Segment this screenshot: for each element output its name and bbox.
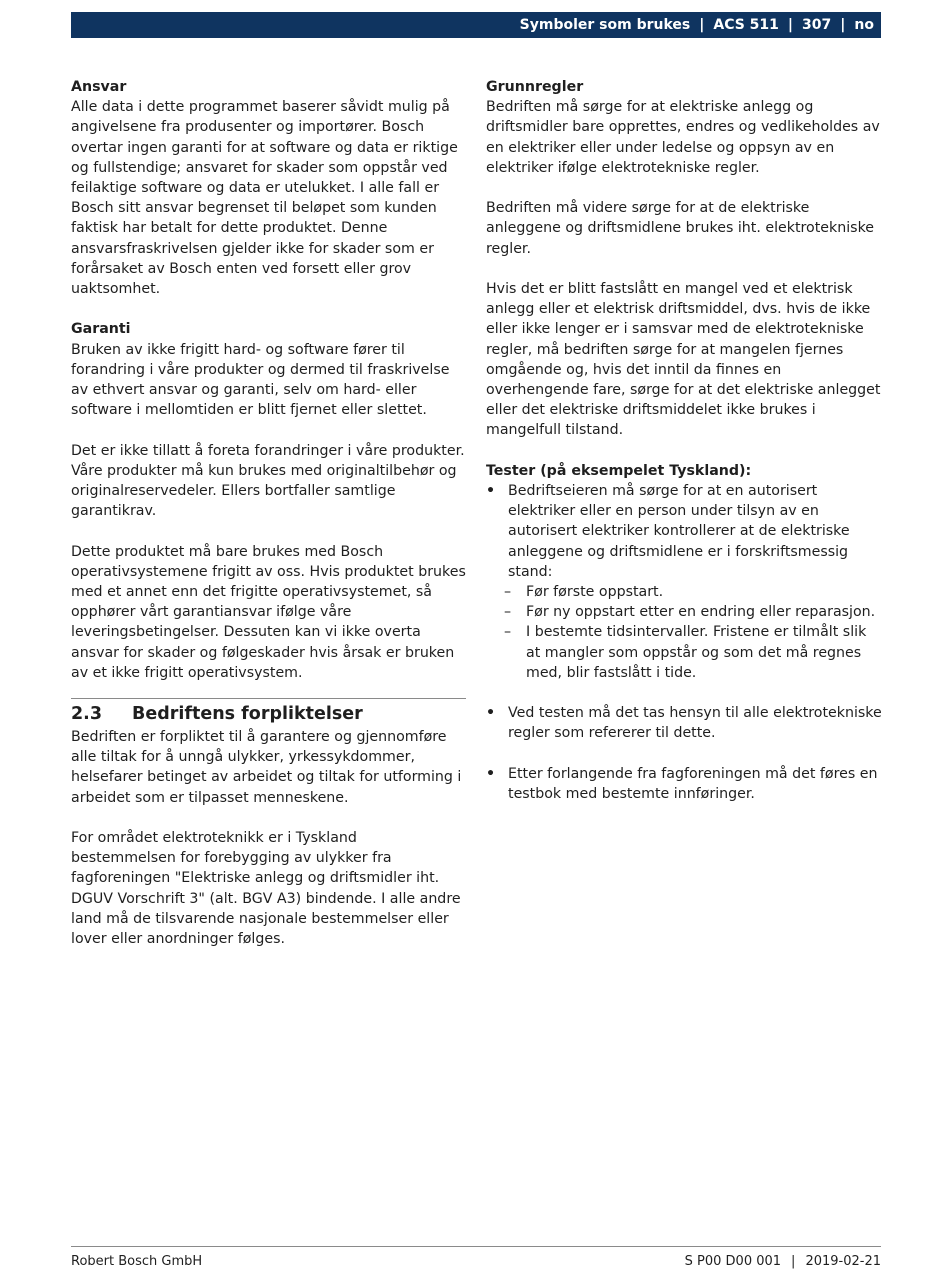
- ansvar-text: Alle data i dette programmet baserer såvidt mulig på angivelsene fra produsenter og importører. Bosch overtar ingen garanti for at software og data er riktige og fullstendige; ansvaret for skader som oppstår ved feilaktige software og data er utelukket. I alle fall er Bosch sitt ansvar begrenset til beløpet som kunden faktisk har betalt for dette produktet. Denne ansvarsfraskrivelsen gjelder ikke for skader som er forårsaket av Bosch enten ved forsett eller grov uaktsomhet.: [71, 99, 458, 298]
- grunnregler-paragraph-2: Bedriften må videre sørge for at de elektriske anleggene og driftsmidlene brukes iht. elektrotekniske regler.: [486, 200, 875, 257]
- list-item-text: Etter forlangende fra fagforeningen må det føres en testbok med bestemte innføringer.: [508, 765, 878, 803]
- left-column: [71, 77, 466, 949]
- tester-list: [486, 481, 882, 804]
- footer-document-number: S P00 D00 001: [684, 1254, 782, 1269]
- grunnregler-paragraph-3: Hvis det er blitt fastslått en mangel ved et elektrisk anlegg eller et elektrisk driftsmiddel, dvs. hvis de ikke eller ikke lenger er i samsvar med de elektrotekniske regler, må bedriften sørge for at mangelen fjernes omgående og, hvis det inntil da finnes en overhengende fare, sørge for at det elektriske anlegget eller det elektriske driftsmiddelet ikke brukes i mangelfull tilstand.: [486, 281, 881, 439]
- sub-list-item-text: I bestemte tidsintervaller. Fristene er tilmålt slik at mangler som oppstår og som det må regnes med, blir fastslått i tide.: [526, 624, 867, 681]
- footer-separator: |: [791, 1254, 796, 1269]
- section-heading: [71, 701, 466, 727]
- footer-company: Robert Bosch GmbH: [71, 1254, 203, 1269]
- list-item-text: Bedriftseieren må sørge for at en autorisert elektriker eller en person under tilsyn av en autorisert elektriker kontrollerer at de elektriske anleggene og driftsmidlene er i forskriftsmessig stand:: [508, 483, 850, 580]
- section-title: Bedriftens forpliktelser: [132, 704, 363, 725]
- header-page-number: 307: [802, 17, 832, 33]
- footer-date: 2019-02-21: [805, 1254, 881, 1269]
- header-separator: |: [787, 17, 794, 33]
- list-item-text: Ved testen må det tas hensyn til alle elektrotekniske regler som refererer til dette.: [508, 705, 882, 742]
- list-item: [486, 481, 882, 683]
- bullet-icon: •: [486, 483, 496, 500]
- garanti-heading: Garanti: [71, 321, 131, 338]
- sub-list-item: [504, 622, 882, 683]
- header-separator: |: [840, 17, 846, 33]
- sub-list-item: [504, 582, 882, 602]
- header-section-title: Symboler som brukes: [519, 17, 691, 33]
- sub-list: [504, 582, 882, 683]
- section-number: 2.3: [71, 704, 103, 725]
- garanti-paragraph-2: Det er ikke tillatt å foreta forandringer i våre produkter. Våre produkter må kun brukes med originaltilbehør og originalreservedeler. Ellers bortfaller samtlige garantikrav.: [71, 442, 465, 520]
- bullet-icon: •: [486, 705, 496, 722]
- list-item: [486, 764, 882, 804]
- section-divider: [71, 698, 466, 699]
- section-paragraph-2: For området elektroteknikk er i Tyskland bestemmelsen for forebygging av ulykker fra fagforeningen "Elektriske anlegg og driftsmidler iht. DGUV Vorschrift 3" (alt. BGV A3) bindende. I alle andre land må de tilsvarende nasjonale bestemmelser eller lover eller anordninger følges.: [71, 830, 461, 948]
- header-product: ACS 511: [713, 17, 779, 33]
- garanti-paragraph-3: Dette produktet må bare brukes med Bosch operativsystemene frigitt av oss. Hvis produktet brukes med et annet enn det frigitte operativsystemet, så opphører vårt garantiansvar ifølge våre leveringsbetingelser. Dessuten kan vi ikke overta ansvar for skader og følgeskader hvis årsak er bruken av et ikke frigitt operativsystem.: [71, 543, 466, 681]
- running-header: [71, 12, 881, 38]
- bullet-icon: •: [486, 765, 496, 782]
- dash-icon: –: [504, 584, 512, 601]
- list-item: [486, 703, 882, 743]
- grunnregler-heading: Grunnregler: [486, 79, 584, 95]
- sub-list-item-text: Før ny oppstart etter en endring eller reparasjon.: [526, 604, 876, 621]
- header-language: no: [854, 17, 874, 33]
- sub-list-item: [504, 602, 882, 622]
- grunnregler-paragraph-1: Bedriften må sørge for at elektriske anlegg og driftsmidler bare opprettes, endres og vedlikeholdes av en elektriker eller under ledelse og oppsyn av en elektriker ifølge elektrotekniske regler.: [486, 99, 880, 176]
- header-separator: |: [699, 17, 705, 33]
- section-paragraph-1: Bedriften er forpliktet til å garantere og gjennomføre alle tiltak for å unngå ulykker, yrkessykdommer, helsefarer betinget av arbeidet og tiltak for utforming i arbeidet som er tilpasset menneskene.: [71, 729, 462, 806]
- dash-icon: –: [504, 624, 512, 641]
- garanti-paragraph-1: Bruken av ikke frigitt hard- og software fører til forandring i våre produkter og dermed til fraskrivelse av ethvert ansvar og garanti, selv om hard- eller software i mellomtiden er blitt fjernet eller slettet.: [71, 341, 450, 419]
- sub-list-item-text: Før første oppstart.: [526, 584, 664, 601]
- ansvar-heading: Ansvar: [71, 79, 127, 95]
- page-footer: [71, 1253, 881, 1271]
- footer-divider: [71, 1246, 881, 1247]
- tester-heading: Tester (på eksempelet Tyskland):: [486, 462, 752, 479]
- right-column: [486, 77, 882, 804]
- dash-icon: –: [504, 604, 512, 621]
